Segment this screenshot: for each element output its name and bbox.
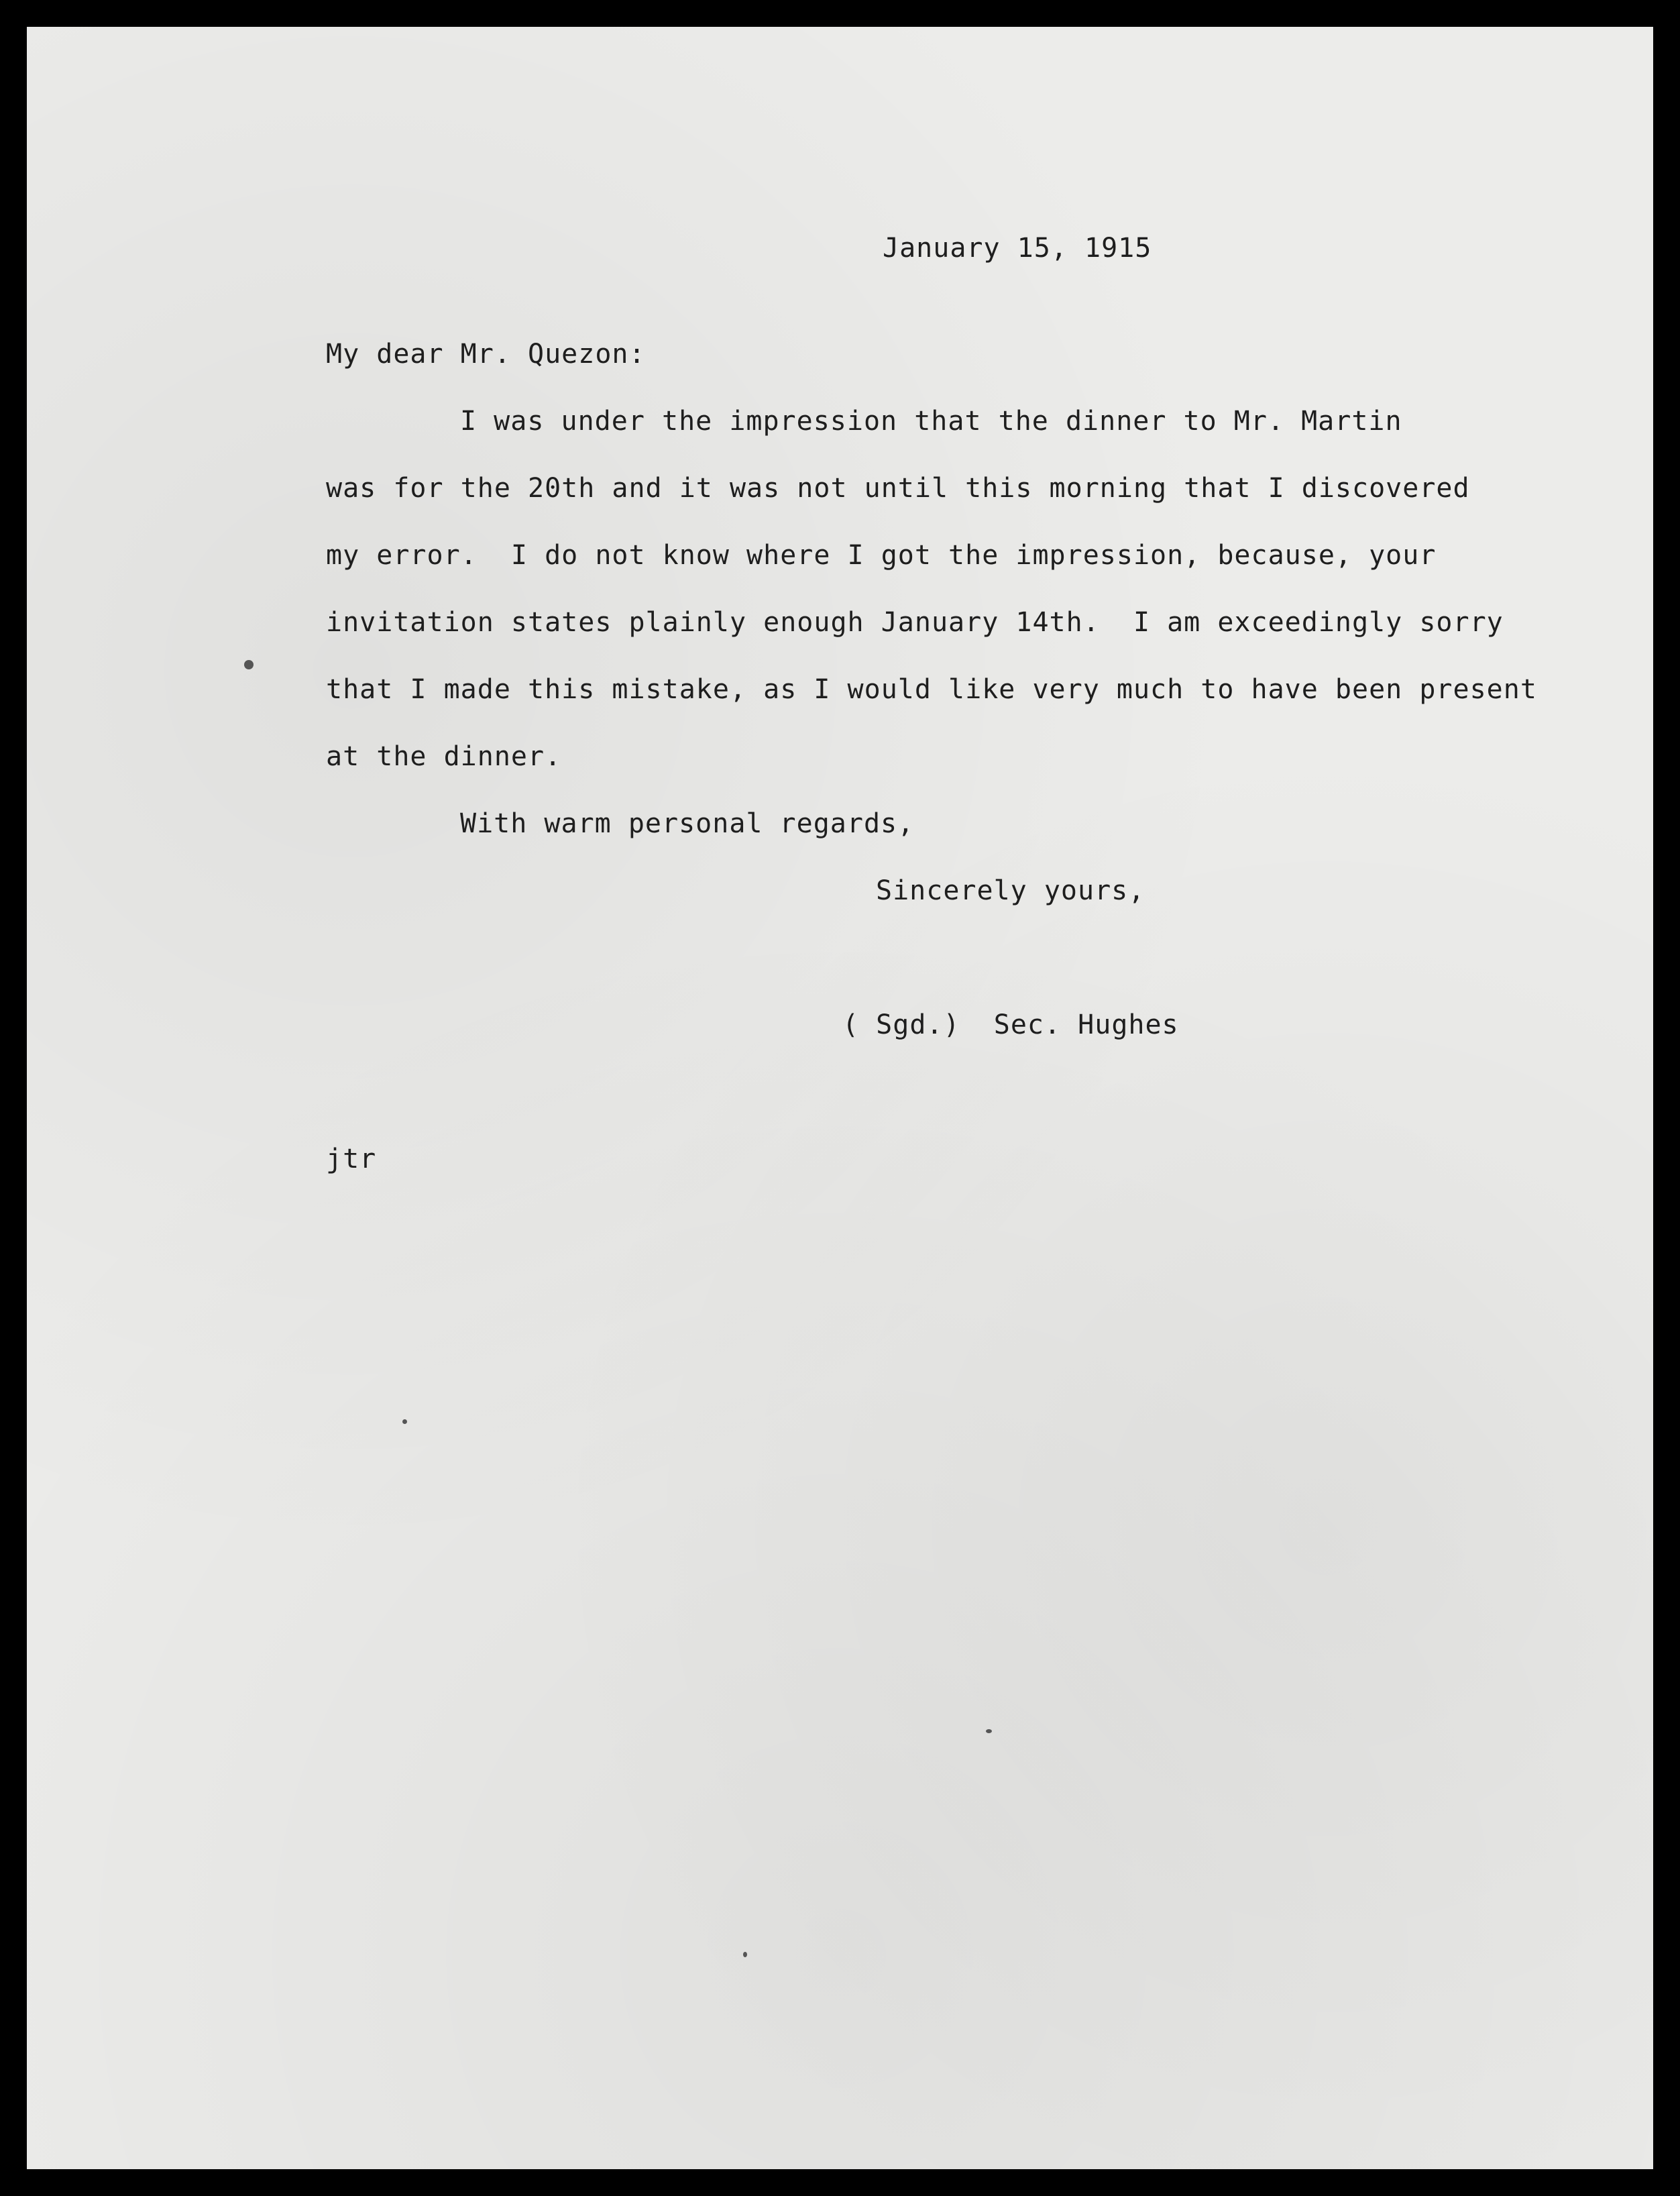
letter-closing: Sincerely yours,: [876, 875, 1145, 906]
letter-page: [27, 27, 1653, 2169]
letter-body-line: I was under the impression that the dinner to Mr. Martin: [460, 406, 1402, 437]
scan-speck: [402, 1419, 407, 1424]
letter-body-line: my error. I do not know where I got the impression, because, your: [326, 540, 1437, 571]
letter-signature: ( Sgd.) Sec. Hughes: [842, 1009, 1179, 1040]
letter-body-line: invitation states plainly enough January 14th. I am exceedingly sorry: [326, 607, 1504, 638]
letter-regards: With warm personal regards,: [460, 808, 915, 839]
letter-salutation: My dear Mr. Quezon:: [326, 339, 646, 370]
letter-initials: jtr: [326, 1144, 377, 1174]
letter-body-line: was for the 20th and it was not until this morning that I discovered: [326, 473, 1470, 504]
letter-body-line: that I made this mistake, as I would like very much to have been present: [326, 674, 1537, 705]
scan-speck: [743, 1952, 747, 1957]
scan-speck: [244, 660, 254, 669]
scan-speck: [986, 1729, 992, 1733]
letter-date: January 15, 1915: [883, 233, 1152, 264]
letter-body-line: at the dinner.: [326, 741, 562, 772]
